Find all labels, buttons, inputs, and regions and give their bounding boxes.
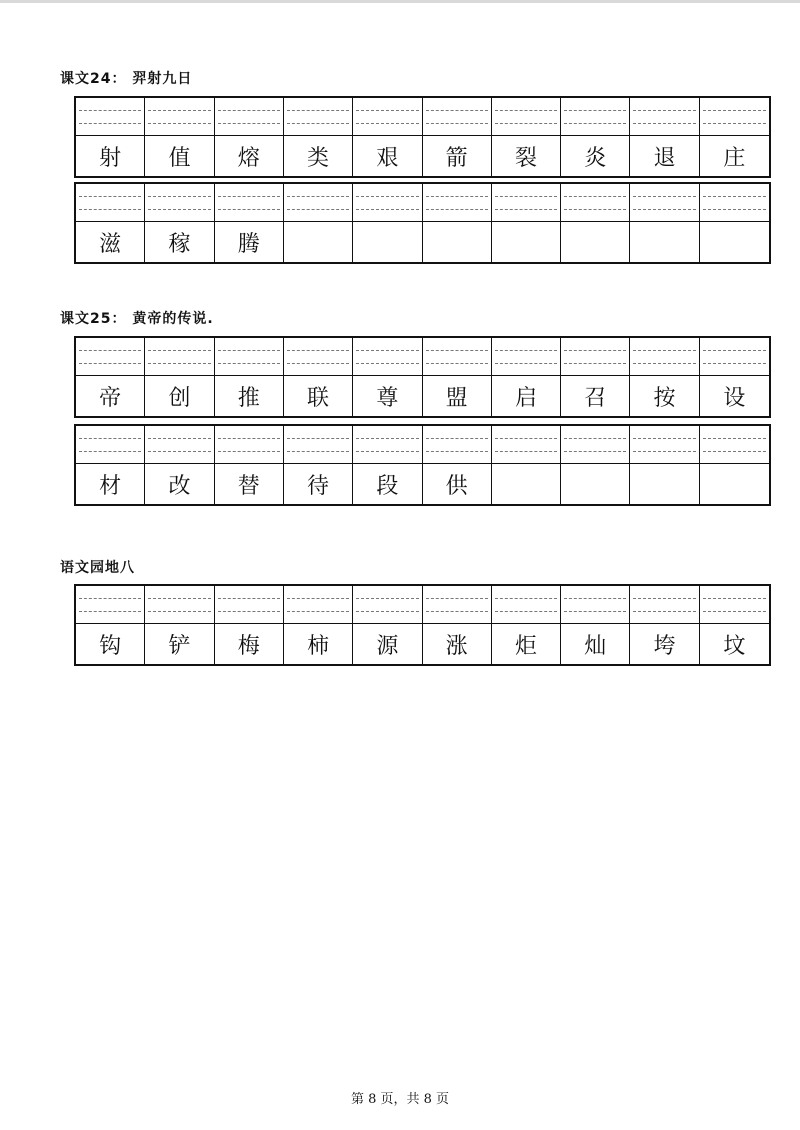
char-cell: 盟	[423, 376, 492, 416]
pinyin-writing-cell	[215, 426, 284, 463]
char-grid	[74, 424, 771, 506]
char-cell: 待	[284, 464, 353, 504]
pinyin-writing-cell	[215, 586, 284, 623]
char-cell: 值	[145, 136, 214, 176]
char-grid	[74, 584, 771, 666]
char-cell: 启	[492, 376, 561, 416]
pinyin-writing-cell	[423, 98, 492, 135]
char-cell: 钩	[76, 624, 145, 664]
pinyin-writing-cell	[284, 184, 353, 221]
char-cell: 尊	[353, 376, 422, 416]
char-cell: 退	[630, 136, 699, 176]
pinyin-writing-cell	[561, 184, 630, 221]
pinyin-writing-cell	[700, 184, 769, 221]
pinyin-writing-cell	[423, 586, 492, 623]
pinyin-writing-cell	[630, 98, 699, 135]
char-cell: 改	[145, 464, 214, 504]
pinyin-writing-cell	[145, 586, 214, 623]
page-top-edge	[0, 0, 800, 3]
char-cell: 帝	[76, 376, 145, 416]
char-cell: 类	[284, 136, 353, 176]
section-title: 课文25： 黄帝的传说.	[60, 311, 214, 327]
pinyin-row	[74, 336, 771, 376]
pinyin-row	[74, 584, 771, 624]
pinyin-writing-cell	[630, 338, 699, 375]
pinyin-writing-cell	[215, 184, 284, 221]
section-title: 课文24： 羿射九日	[60, 71, 193, 87]
char-cell: 创	[145, 376, 214, 416]
empty-char-cell	[284, 222, 353, 262]
char-cell: 供	[423, 464, 492, 504]
char-cell: 炬	[492, 624, 561, 664]
char-cell: 段	[353, 464, 422, 504]
pinyin-writing-cell	[423, 184, 492, 221]
pinyin-writing-cell	[76, 586, 145, 623]
pinyin-writing-cell	[700, 586, 769, 623]
pinyin-writing-cell	[215, 338, 284, 375]
char-cell: 腾	[215, 222, 284, 262]
pinyin-writing-cell	[145, 338, 214, 375]
pinyin-writing-cell	[700, 98, 769, 135]
pinyin-writing-cell	[145, 426, 214, 463]
section-title: 语文园地八	[60, 560, 135, 576]
pinyin-writing-cell	[145, 98, 214, 135]
char-grid	[74, 182, 771, 264]
char-cell: 艰	[353, 136, 422, 176]
pinyin-writing-cell	[284, 98, 353, 135]
empty-char-cell	[630, 222, 699, 262]
pinyin-writing-cell	[630, 184, 699, 221]
char-cell: 联	[284, 376, 353, 416]
pinyin-writing-cell	[76, 338, 145, 375]
char-cell: 灿	[561, 624, 630, 664]
pinyin-writing-cell	[423, 338, 492, 375]
pinyin-writing-cell	[284, 586, 353, 623]
pinyin-writing-cell	[561, 338, 630, 375]
pinyin-writing-cell	[630, 426, 699, 463]
char-row	[74, 222, 771, 264]
char-row	[74, 136, 771, 178]
char-cell: 炎	[561, 136, 630, 176]
pinyin-writing-cell	[561, 586, 630, 623]
char-row	[74, 624, 771, 666]
pinyin-writing-cell	[353, 426, 422, 463]
char-cell: 庄	[723, 145, 746, 171]
char-cell: 推	[215, 376, 284, 416]
char-cell: 坟	[723, 633, 746, 659]
pinyin-writing-cell	[492, 586, 561, 623]
page-footer: 第 8 页，共 8 页	[350, 1092, 450, 1107]
char-cell: 滋	[76, 222, 145, 262]
pinyin-writing-cell	[492, 184, 561, 221]
pinyin-row	[74, 424, 771, 464]
pinyin-writing-cell	[284, 426, 353, 463]
pinyin-writing-cell	[423, 426, 492, 463]
pinyin-writing-cell	[700, 426, 769, 463]
char-cell: 裂	[492, 136, 561, 176]
pinyin-writing-cell	[561, 426, 630, 463]
char-cell: 涨	[423, 624, 492, 664]
empty-char-cell	[700, 222, 769, 262]
char-row	[74, 464, 771, 506]
char-cell: 熔	[215, 136, 284, 176]
pinyin-writing-cell	[353, 98, 422, 135]
char-cell: 源	[353, 624, 422, 664]
pinyin-writing-cell	[700, 338, 769, 375]
char-cell: 召	[561, 376, 630, 416]
pinyin-writing-cell	[492, 426, 561, 463]
char-cell: 垮	[630, 624, 699, 664]
pinyin-writing-cell	[630, 586, 699, 623]
empty-char-cell	[561, 222, 630, 262]
char-cell: 射	[76, 136, 145, 176]
char-row	[74, 376, 771, 418]
empty-char-cell	[561, 464, 630, 504]
pinyin-row	[74, 182, 771, 222]
pinyin-writing-cell	[145, 184, 214, 221]
pinyin-writing-cell	[353, 586, 422, 623]
pinyin-writing-cell	[76, 184, 145, 221]
empty-char-cell	[630, 464, 699, 504]
empty-char-cell	[700, 464, 769, 504]
pinyin-writing-cell	[492, 338, 561, 375]
pinyin-writing-cell	[284, 338, 353, 375]
char-cell: 箭	[423, 136, 492, 176]
char-cell: 按	[630, 376, 699, 416]
pinyin-writing-cell	[561, 98, 630, 135]
char-cell: 铲	[145, 624, 214, 664]
pinyin-writing-cell	[76, 426, 145, 463]
empty-char-cell	[492, 464, 561, 504]
pinyin-row	[74, 96, 771, 136]
pinyin-writing-cell	[76, 98, 145, 135]
char-grid	[74, 336, 771, 418]
pinyin-writing-cell	[353, 338, 422, 375]
empty-char-cell	[423, 222, 492, 262]
char-grid	[74, 96, 771, 178]
char-cell: 设	[723, 385, 746, 411]
char-cell: 材	[76, 464, 145, 504]
char-cell: 柿	[284, 624, 353, 664]
pinyin-writing-cell	[492, 98, 561, 135]
char-cell: 梅	[215, 624, 284, 664]
pinyin-writing-cell	[215, 98, 284, 135]
pinyin-writing-cell	[353, 184, 422, 221]
empty-char-cell	[492, 222, 561, 262]
char-cell: 替	[215, 464, 284, 504]
char-cell: 稼	[145, 222, 214, 262]
empty-char-cell	[353, 222, 422, 262]
